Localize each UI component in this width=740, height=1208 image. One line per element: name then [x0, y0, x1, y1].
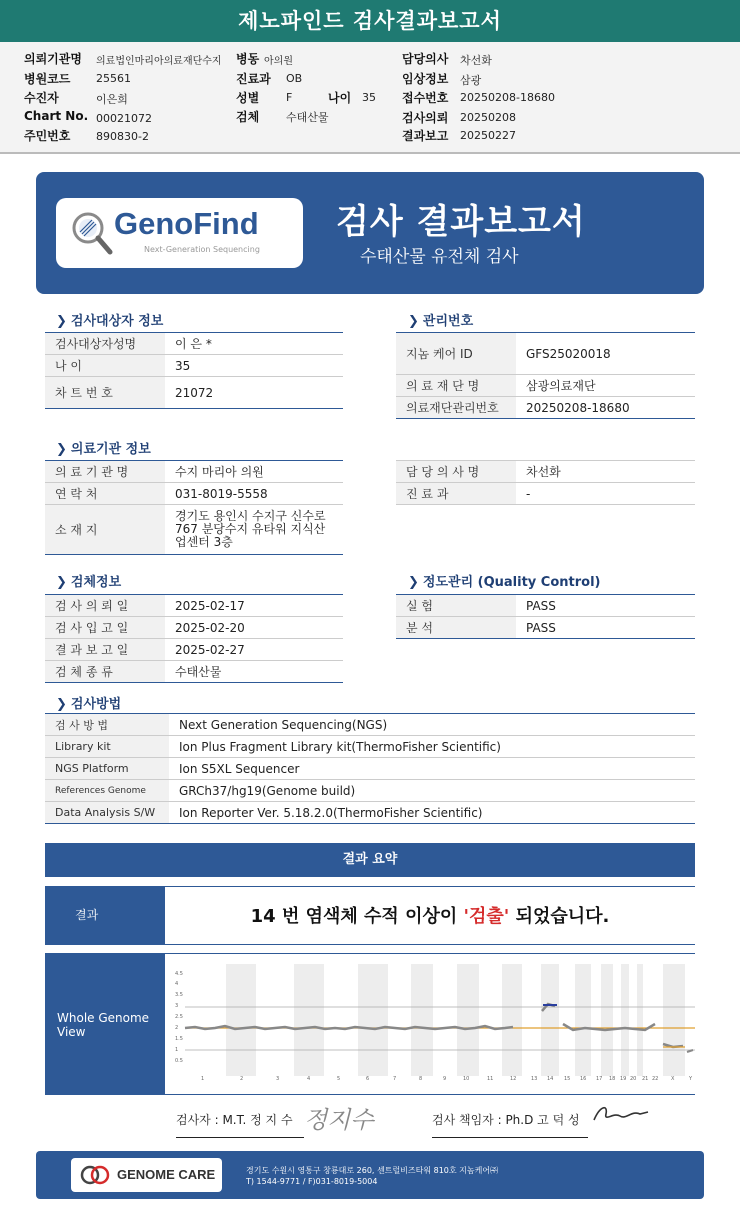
svg-text:3: 3 — [276, 1076, 280, 1082]
mgmt-value: 20250208-18680 — [516, 397, 695, 419]
rrn-value: 890830-2 — [96, 130, 149, 143]
svg-text:X: X — [671, 1076, 675, 1082]
institution-table — [45, 460, 343, 555]
svg-text:2: 2 — [240, 1076, 244, 1082]
specimen-value: 2025-02-20 — [165, 617, 343, 639]
subject-table — [45, 332, 343, 409]
specimen-key: 결 과 보 고 일 — [45, 639, 165, 661]
method-value: Ion Reporter Ver. 5.18.2.0(ThermoFisher Scientific) — [169, 802, 695, 824]
method-key: Data Analysis S/W — [45, 802, 169, 824]
result-pre: 14 번 염색체 수적 이상이 — [250, 906, 464, 927]
specimen-label: 검체 — [236, 110, 260, 124]
receipt-label: 접수번호 — [402, 91, 449, 105]
svg-text:17: 17 — [596, 1076, 603, 1082]
receipt-value: 20250208-18680 — [460, 91, 555, 104]
qc-key: 실 험 — [396, 595, 516, 617]
qc-value: PASS — [516, 617, 695, 639]
specimen-value: 수태산물 — [286, 111, 329, 124]
result-post: 되었습니다. — [509, 906, 610, 927]
qc-table — [396, 594, 695, 639]
clinical-label: 임상정보 — [402, 72, 449, 86]
sex-value: F — [286, 91, 293, 104]
svg-text:4: 4 — [175, 981, 179, 987]
svg-text:1: 1 — [175, 1047, 179, 1053]
institution-key: 의 료 기 관 명 — [45, 461, 165, 483]
svg-text:10: 10 — [463, 1076, 470, 1082]
svg-text:11: 11 — [487, 1076, 494, 1082]
report-header-card — [36, 172, 704, 294]
svg-text:7: 7 — [393, 1076, 397, 1082]
dept-value: OB — [286, 72, 303, 85]
institution-right-key: 담 당 의 사 명 — [396, 461, 516, 483]
institution-key: 연 락 처 — [45, 483, 165, 505]
specimen-value: 2025-02-17 — [165, 595, 343, 617]
method-key: 검 사 방 법 — [45, 714, 169, 736]
examiner-signature: 정지수 — [304, 1106, 374, 1134]
chevron-right-icon: ❯ — [56, 442, 67, 457]
x-axis-ticks — [201, 1076, 693, 1082]
svg-text:6: 6 — [366, 1076, 370, 1082]
svg-text:1.5: 1.5 — [175, 1036, 183, 1042]
svg-text:Y: Y — [689, 1076, 693, 1082]
chevron-right-icon: ❯ — [56, 314, 67, 329]
institution-value: 경기도 용인시 수지구 신수로 767 분당수지 유타워 지식산업센터 3층 — [165, 505, 343, 555]
mgmt-key: 의료재단관리번호 — [396, 397, 516, 419]
age-value: 35 — [362, 91, 376, 104]
ward-value: 아의원 — [264, 56, 293, 67]
institution-right-key: 진 료 과 — [396, 483, 516, 505]
footer-bar — [36, 1151, 704, 1199]
institution-right-table — [396, 460, 695, 505]
institution-right-value: - — [516, 483, 695, 505]
specimen-value: 수태산물 — [165, 661, 343, 683]
y-axis-ticks — [175, 971, 183, 1064]
method-value: GRCh37/hg19(Genome build) — [169, 780, 695, 802]
svg-text:21: 21 — [642, 1076, 649, 1082]
magnifier-icon — [70, 210, 114, 256]
method-table — [45, 713, 695, 824]
subject-value: 이 은 * — [165, 333, 343, 355]
mgmt-value: 삼광의료재단 — [516, 375, 695, 397]
method-value: Next Generation Sequencing(NGS) — [169, 714, 695, 736]
age-label: 나이 — [328, 91, 352, 105]
report-title-bar — [0, 0, 740, 42]
subject-key: 검사대상자성명 — [45, 333, 165, 355]
chevron-right-icon: ❯ — [408, 314, 419, 329]
svg-text:4: 4 — [307, 1076, 311, 1082]
footer-address: 경기도 수원시 영통구 창룡대로 260, 센트럴비즈타워 810호 지놈케어㈜ — [246, 1166, 499, 1175]
genome-care-text: GENOME CARE — [117, 1167, 216, 1182]
subject-value: 21072 — [165, 377, 343, 409]
svg-text:5: 5 — [337, 1076, 341, 1082]
svg-text:15: 15 — [564, 1076, 571, 1082]
card-title: 검사 결과보고서 — [336, 202, 586, 242]
hosp-code-label: 병원코드 — [24, 72, 71, 86]
subject-value: 35 — [165, 355, 343, 377]
svg-text:14: 14 — [547, 1076, 554, 1082]
result-highlight: '검출' — [463, 906, 510, 927]
section-title-subject: ❯ 검사대상자 정보 — [56, 314, 164, 329]
svg-text:18: 18 — [609, 1076, 616, 1082]
svg-text:20: 20 — [630, 1076, 637, 1082]
director-signature — [590, 1100, 650, 1130]
method-key: References Genome — [45, 780, 169, 802]
method-value: Ion Plus Fragment Library kit(ThermoFisher Scientific) — [169, 736, 695, 758]
genofind-logo — [56, 198, 303, 268]
svg-text:9: 9 — [443, 1076, 447, 1082]
chevron-right-icon: ❯ — [56, 697, 67, 712]
specimen-key: 검 사 의 뢰 일 — [45, 595, 165, 617]
clinical-value: 삼광 — [460, 74, 482, 87]
qc-key: 분 석 — [396, 617, 516, 639]
svg-text:22: 22 — [652, 1076, 659, 1082]
specimen-key: 검 사 입 고 일 — [45, 617, 165, 639]
specimen-table — [45, 594, 343, 683]
svg-text:13: 13 — [531, 1076, 538, 1082]
meta-panel — [0, 42, 740, 154]
report-title: 제노파인드 검사결과보고서 — [238, 9, 502, 33]
examiner-label: 검사자 : M.T. 정 지 수 — [176, 1113, 293, 1127]
svg-text:3.5: 3.5 — [175, 992, 183, 998]
section-title-mgmt: ❯ 관리번호 — [408, 314, 474, 329]
examiner-line — [176, 1137, 304, 1138]
hospital-label: 의뢰기관명 — [24, 52, 82, 66]
request-label: 검사의뢰 — [402, 111, 449, 125]
svg-text:4.5: 4.5 — [175, 971, 183, 977]
svg-text:2.5: 2.5 — [175, 1014, 183, 1020]
svg-text:12: 12 — [510, 1076, 517, 1082]
logo-subtext: Next-Generation Sequencing — [144, 245, 260, 254]
institution-key: 소 재 지 — [45, 505, 165, 555]
hospital-value: 의료법인마리아의료재단수지 — [96, 56, 222, 67]
rrn-label: 주민번호 — [24, 129, 71, 143]
doctor-value: 차선화 — [460, 54, 492, 67]
chart-value: 00021072 — [96, 112, 152, 125]
hosp-code-value: 25561 — [96, 72, 131, 85]
subject-key: 차 트 번 호 — [45, 377, 165, 409]
mgmt-table — [396, 332, 695, 419]
specimen-value: 2025-02-27 — [165, 639, 343, 661]
patient-label: 수진자 — [24, 91, 59, 105]
report-label: 결과보고 — [402, 129, 449, 143]
genome-care-logo — [71, 1158, 222, 1192]
request-value: 20250208 — [460, 111, 516, 124]
mgmt-key: 지놈 케어 ID — [396, 333, 516, 375]
institution-right-value: 차선화 — [516, 461, 695, 483]
section-title-specimen: ❯ 검체정보 — [56, 575, 122, 590]
svg-text:0.5: 0.5 — [175, 1058, 183, 1064]
card-subtitle: 수태산물 유전체 검사 — [360, 247, 519, 267]
institution-value: 031-8019-5558 — [165, 483, 343, 505]
svg-text:16: 16 — [580, 1076, 587, 1082]
section-title-institution: ❯ 의료기관 정보 — [56, 442, 151, 457]
chart-label: Chart No. — [24, 109, 89, 123]
qc-value: PASS — [516, 595, 695, 617]
mgmt-value: GFS25020018 — [516, 333, 695, 375]
svg-text:1: 1 — [201, 1076, 205, 1082]
footer-phone: T) 1544-9771 / F)031-8019-5004 — [246, 1177, 378, 1186]
patient-value: 이은희 — [96, 93, 128, 106]
method-key: NGS Platform — [45, 758, 169, 780]
svg-text:19: 19 — [620, 1076, 627, 1082]
summary-title-bar — [45, 843, 695, 877]
method-value: Ion S5XL Sequencer — [169, 758, 695, 780]
institution-value: 수지 마리아 의원 — [165, 461, 343, 483]
section-title-method: ❯ 검사방법 — [56, 697, 122, 712]
specimen-key: 검 체 종 류 — [45, 661, 165, 683]
director-label: 검사 책임자 : Ph.D 고 덕 성 — [432, 1113, 580, 1127]
sex-label: 성별 — [236, 91, 260, 105]
whole-genome-view — [165, 953, 695, 1095]
subject-key: 나 이 — [45, 355, 165, 377]
summary-title: 결과 요약 — [342, 852, 398, 867]
chevron-right-icon: ❯ — [56, 575, 67, 590]
result-label: 결과 — [45, 886, 165, 945]
report-value: 20250227 — [460, 129, 516, 142]
whole-genome-label: Whole Genome View — [45, 953, 165, 1095]
director-line — [432, 1137, 588, 1138]
mgmt-key: 의 료 재 단 명 — [396, 375, 516, 397]
svg-text:8: 8 — [419, 1076, 423, 1082]
result-text — [165, 886, 695, 945]
chevron-right-icon: ❯ — [408, 575, 419, 590]
logo-text: GenoFind — [114, 206, 259, 241]
genome-care-icon — [79, 1164, 113, 1186]
svg-text:2: 2 — [175, 1025, 179, 1031]
svg-text:3: 3 — [175, 1003, 179, 1009]
dept-label: 진료과 — [236, 72, 271, 86]
doctor-label: 담당의사 — [402, 52, 449, 66]
method-key: Library kit — [45, 736, 169, 758]
ward-label: 병동 — [236, 52, 260, 66]
section-title-qc: ❯ 정도관리 (Quality Control) — [408, 575, 601, 590]
whole-genome-plot — [165, 954, 695, 1096]
